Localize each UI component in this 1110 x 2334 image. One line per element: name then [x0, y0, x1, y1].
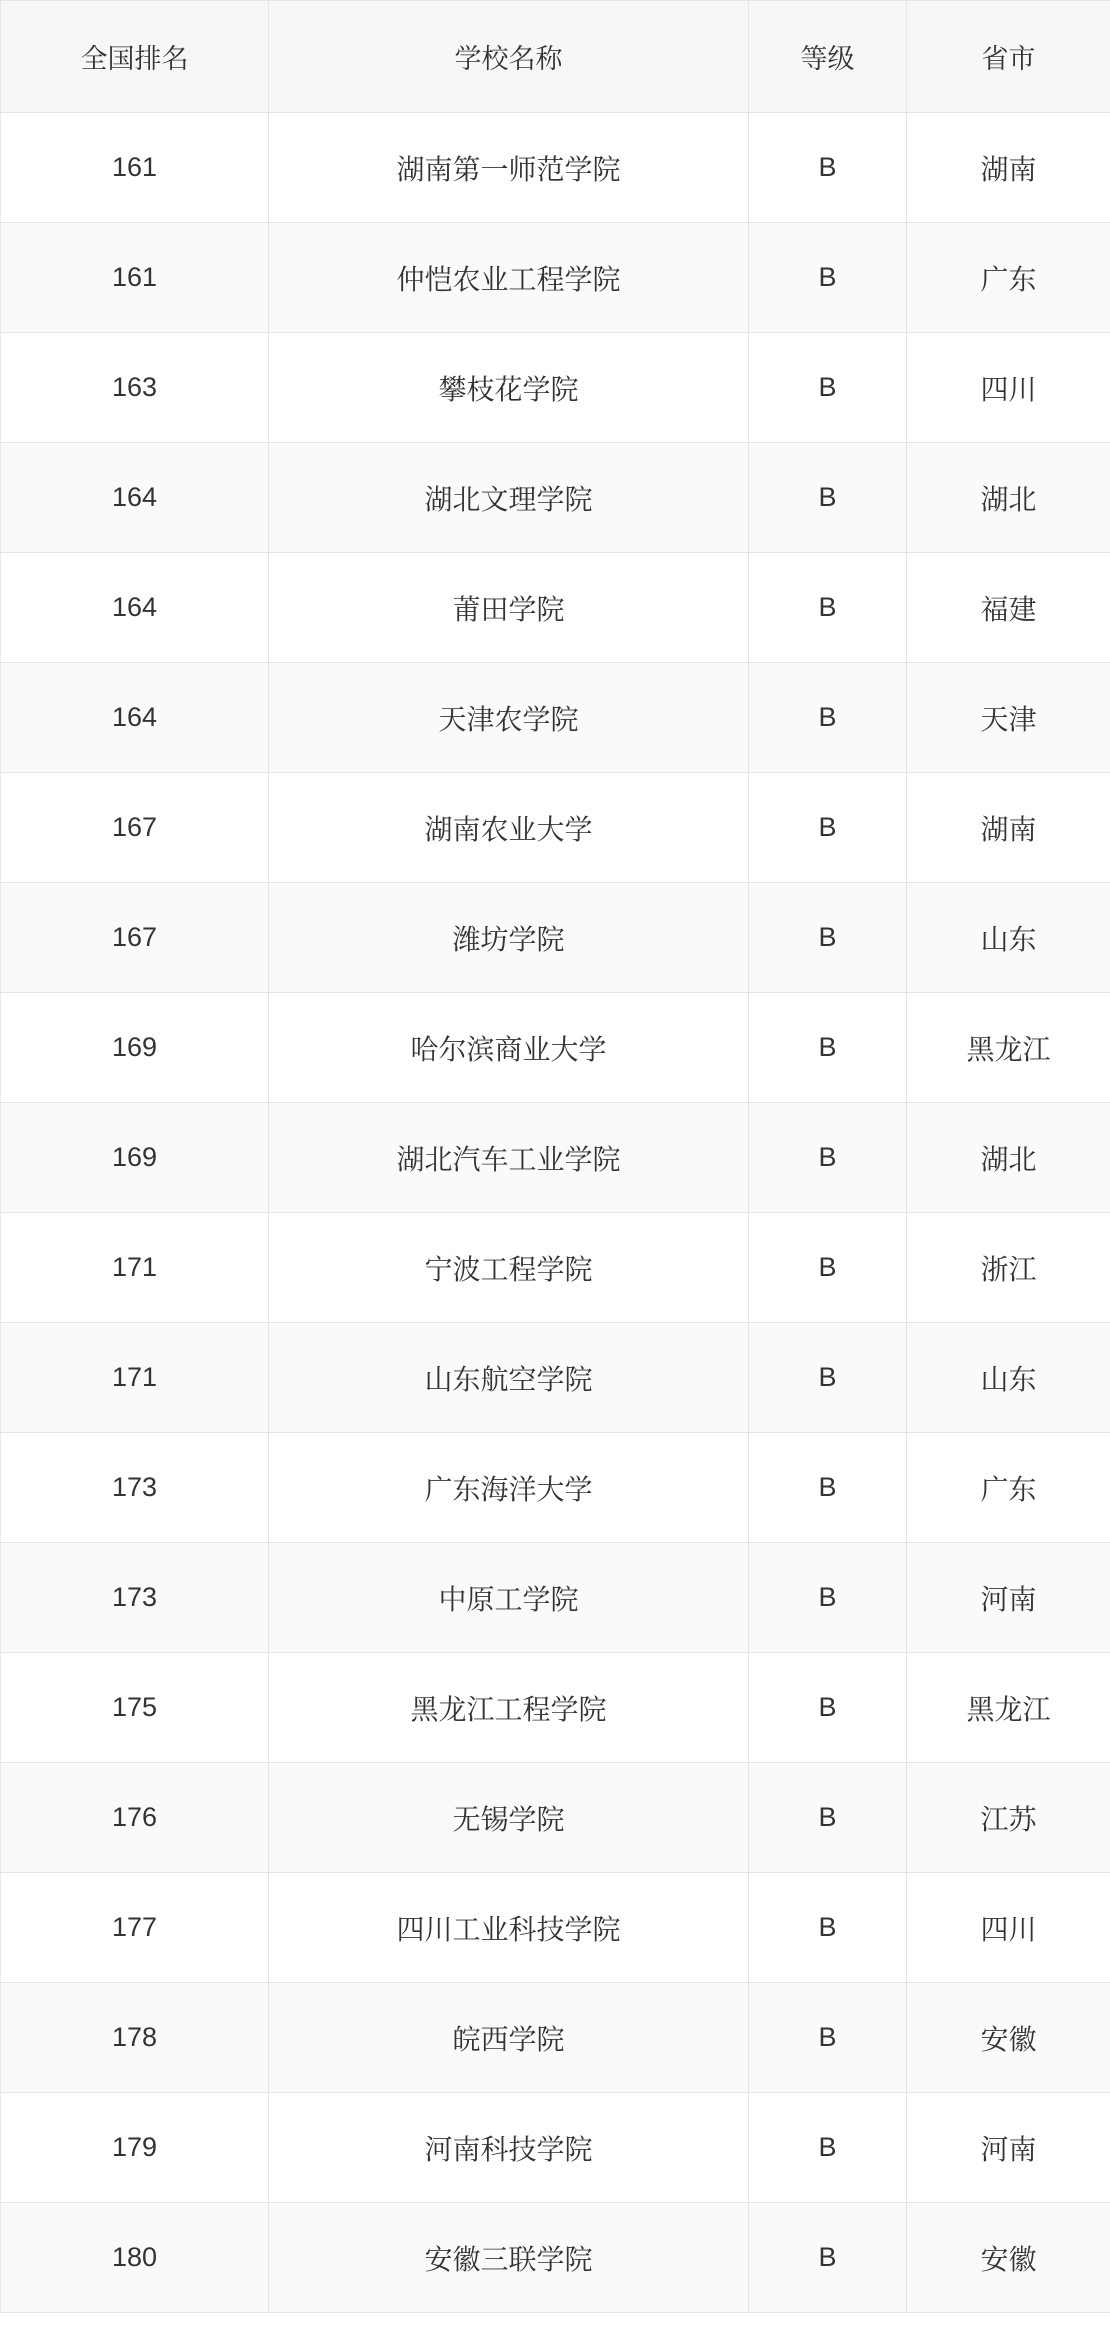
cell-school-name: 山东航空学院	[269, 1323, 749, 1433]
cell-rank: 164	[1, 443, 269, 553]
table-row	[1, 443, 1110, 553]
cell-rank: 175	[1, 1653, 269, 1763]
cell-rank: 171	[1, 1323, 269, 1433]
cell-province: 四川	[907, 333, 1110, 443]
table-row	[1, 223, 1110, 333]
cell-school-name: 莆田学院	[269, 553, 749, 663]
cell-level: B	[749, 1433, 907, 1543]
table-row	[1, 333, 1110, 443]
table-body	[1, 113, 1110, 2313]
cell-school-name: 四川工业科技学院	[269, 1873, 749, 1983]
cell-level: B	[749, 1323, 907, 1433]
cell-level: B	[749, 333, 907, 443]
table-row	[1, 1323, 1110, 1433]
cell-level: B	[749, 2203, 907, 2313]
column-header-rank: 全国排名	[1, 1, 269, 113]
cell-school-name: 潍坊学院	[269, 883, 749, 993]
cell-school-name: 黑龙江工程学院	[269, 1653, 749, 1763]
cell-rank: 178	[1, 1983, 269, 2093]
cell-level: B	[749, 2093, 907, 2203]
cell-level: B	[749, 553, 907, 663]
cell-level: B	[749, 223, 907, 333]
cell-province: 四川	[907, 1873, 1110, 1983]
cell-level: B	[749, 1103, 907, 1213]
cell-province: 河南	[907, 2093, 1110, 2203]
table-row	[1, 993, 1110, 1103]
cell-rank: 161	[1, 113, 269, 223]
cell-school-name: 无锡学院	[269, 1763, 749, 1873]
cell-province: 江苏	[907, 1763, 1110, 1873]
table-row	[1, 1213, 1110, 1323]
cell-level: B	[749, 1763, 907, 1873]
cell-school-name: 皖西学院	[269, 1983, 749, 2093]
cell-level: B	[749, 663, 907, 773]
cell-rank: 161	[1, 223, 269, 333]
cell-school-name: 天津农学院	[269, 663, 749, 773]
cell-rank: 173	[1, 1433, 269, 1543]
cell-province: 福建	[907, 553, 1110, 663]
cell-rank: 164	[1, 553, 269, 663]
table-row	[1, 1763, 1110, 1873]
cell-rank: 173	[1, 1543, 269, 1653]
cell-school-name: 宁波工程学院	[269, 1213, 749, 1323]
cell-school-name: 攀枝花学院	[269, 333, 749, 443]
cell-school-name: 哈尔滨商业大学	[269, 993, 749, 1103]
table-row	[1, 773, 1110, 883]
column-header-province: 省市	[907, 1, 1110, 113]
table-row	[1, 2203, 1110, 2313]
table-row	[1, 663, 1110, 773]
cell-province: 湖北	[907, 1103, 1110, 1213]
cell-province: 安徽	[907, 2203, 1110, 2313]
cell-province: 广东	[907, 1433, 1110, 1543]
cell-school-name: 仲恺农业工程学院	[269, 223, 749, 333]
cell-rank: 176	[1, 1763, 269, 1873]
cell-rank: 177	[1, 1873, 269, 1983]
cell-province: 浙江	[907, 1213, 1110, 1323]
cell-school-name: 河南科技学院	[269, 2093, 749, 2203]
column-header-level: 等级	[749, 1, 907, 113]
table-row	[1, 1433, 1110, 1543]
cell-rank: 167	[1, 773, 269, 883]
cell-level: B	[749, 1983, 907, 2093]
cell-province: 湖北	[907, 443, 1110, 553]
cell-school-name: 湖北文理学院	[269, 443, 749, 553]
cell-school-name: 中原工学院	[269, 1543, 749, 1653]
cell-school-name: 湖南第一师范学院	[269, 113, 749, 223]
table-row	[1, 1103, 1110, 1213]
cell-rank: 163	[1, 333, 269, 443]
cell-province: 天津	[907, 663, 1110, 773]
cell-province: 黑龙江	[907, 1653, 1110, 1763]
cell-province: 河南	[907, 1543, 1110, 1653]
cell-school-name: 湖北汽车工业学院	[269, 1103, 749, 1213]
cell-rank: 169	[1, 1103, 269, 1213]
table-row	[1, 1653, 1110, 1763]
table-row	[1, 2093, 1110, 2203]
cell-rank: 171	[1, 1213, 269, 1323]
cell-rank: 164	[1, 663, 269, 773]
table-header	[1, 1, 1110, 113]
cell-province: 山东	[907, 883, 1110, 993]
cell-level: B	[749, 773, 907, 883]
cell-school-name: 安徽三联学院	[269, 2203, 749, 2313]
cell-level: B	[749, 1653, 907, 1763]
cell-rank: 179	[1, 2093, 269, 2203]
cell-level: B	[749, 993, 907, 1103]
cell-school-name: 湖南农业大学	[269, 773, 749, 883]
table-row	[1, 1873, 1110, 1983]
cell-province: 广东	[907, 223, 1110, 333]
cell-rank: 169	[1, 993, 269, 1103]
cell-province: 湖南	[907, 773, 1110, 883]
cell-province: 安徽	[907, 1983, 1110, 2093]
table-row	[1, 553, 1110, 663]
cell-school-name: 广东海洋大学	[269, 1433, 749, 1543]
cell-province: 山东	[907, 1323, 1110, 1433]
cell-level: B	[749, 443, 907, 553]
table-row	[1, 113, 1110, 223]
cell-level: B	[749, 1213, 907, 1323]
table-row	[1, 1983, 1110, 2093]
table-row	[1, 883, 1110, 993]
table-header-row	[1, 1, 1110, 113]
cell-level: B	[749, 113, 907, 223]
cell-province: 湖南	[907, 113, 1110, 223]
column-header-school-name: 学校名称	[269, 1, 749, 113]
table-row	[1, 1543, 1110, 1653]
cell-rank: 180	[1, 2203, 269, 2313]
cell-level: B	[749, 883, 907, 993]
cell-level: B	[749, 1873, 907, 1983]
cell-level: B	[749, 1543, 907, 1653]
cell-rank: 167	[1, 883, 269, 993]
cell-province: 黑龙江	[907, 993, 1110, 1103]
